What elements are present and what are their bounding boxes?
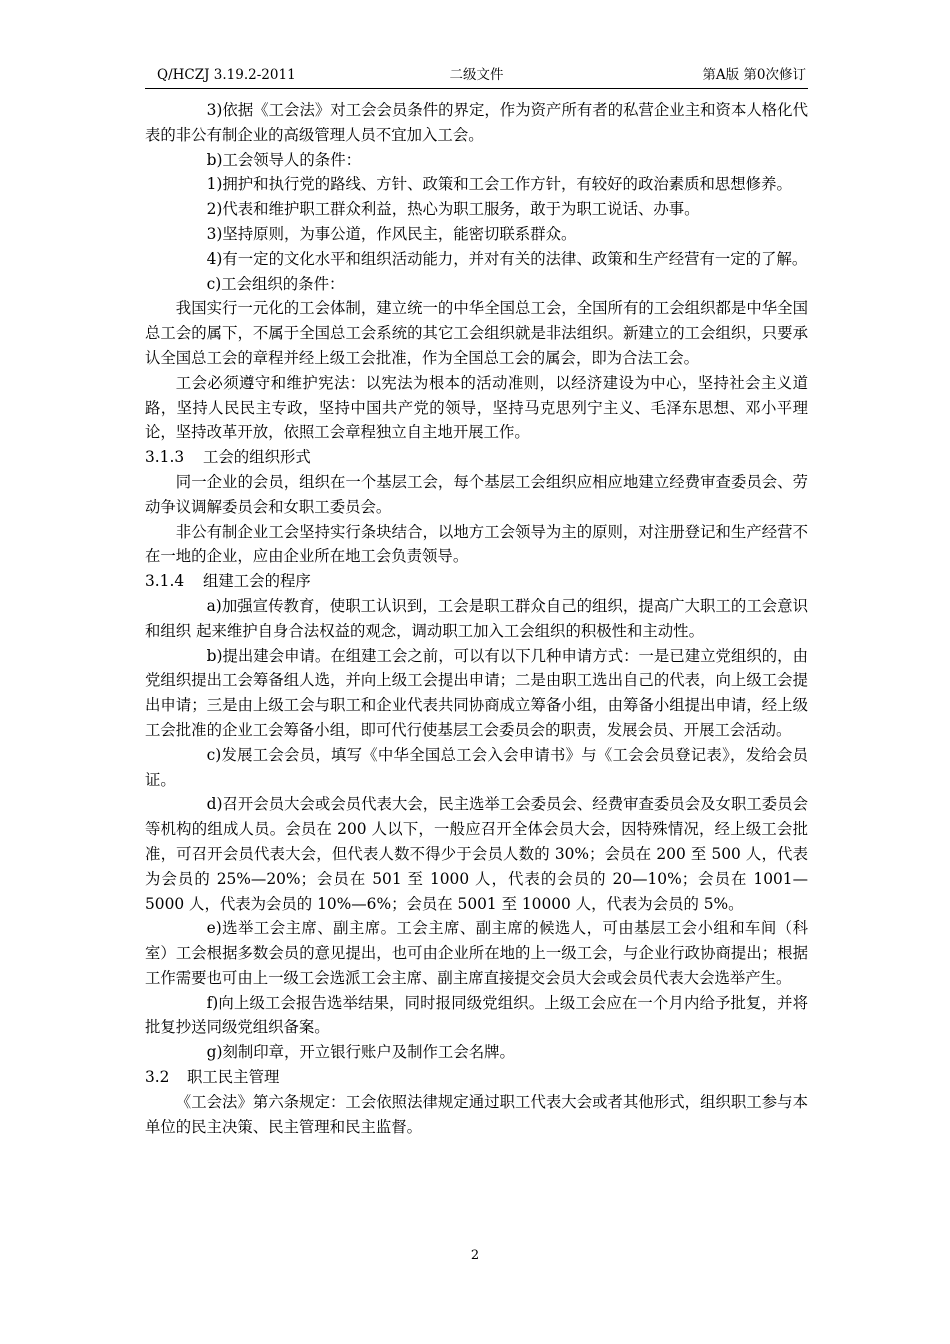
- list-item: 3)坚持原则，为事公道，作风民主，能密切联系群众。: [206, 224, 577, 243]
- body-paragraph: 非公有制企业工会坚持实行条块结合，以地方工会领导为主的原则，对注册登记和生产经营不在一地的企业，应由企业所在地工会负责领导。: [145, 522, 808, 566]
- body-paragraph: 同一企业的会员，组织在一个基层工会，每个基层工会组织应相应地建立经费审查委员会、劳动争议调解委员会和女职工委员会。: [145, 472, 808, 516]
- list-item: d)召开会员大会或会员代表大会，民主选举工会委员会、经费审查委员会及女职工委员会等机构的组成人员。会员在 200 人以下，一般应召开全体会员大会，因特殊情况，经上级工会批准，可召开会员代表大会，但代表人数不得少于会员人数的 30%；会员在 200 至 500 人，代表为会员的 25%—20%；会员在 501 至 1000 人，代表的会员的 20—10%；会员在 1001—5000 人，代表为会员的 10%—6%；会员在 5001 至 10000 人，代表为会员的 5%。: [145, 795, 808, 913]
- document-version: 第A版 第0次修订: [702, 67, 806, 83]
- document-level: 二级文件: [449, 67, 504, 83]
- list-item: 2)代表和维护职工群众利益，热心为职工服务，敢于为职工说话、办事。: [206, 200, 700, 219]
- list-item: 3)依据《工会法》对工会会员条件的界定，作为资产所有者的私营企业主和资本人格化代表的非公有制企业的高级管理人员不宜加入工会。: [145, 101, 808, 144]
- list-item: b)提出建会申请。在组建工会之前，可以有以下几种申请方式：一是已建立党组织的，由党组织提出工会筹备组人选，并向上级工会提出申请；二是由职工选出自己的代表，向上级工会提出申请；三是由上级工会与职工和企业代表共同协商成立筹备小组，由筹备小组提出申请，经上级工会批准的企业工会筹备小组，即可代行使基层工会委员会的职责，发展会员、开展工会活动。: [145, 646, 808, 739]
- list-item: e)选举工会主席、副主席。工会主席、副主席的候选人，可由基层工会小组和车间（科室）工会根据多数会员的意见提出，也可由企业所在地的上一级工会，与企业行政协商提出；根据工作需要也可由上一级工会选派工会主席、副主席直接提交会员大会或会员代表大会选举产生。: [145, 919, 808, 987]
- page-number: 2: [470, 1248, 480, 1263]
- list-item: c)发展工会会员，填写《中华全国总工会入会申请书》与《工会会员登记表》，发给会员证。: [145, 745, 808, 789]
- body-paragraph: 工会必须遵守和维护宪法：以宪法为根本的活动准则，以经济建设为中心，坚持社会主义道路，坚持人民民主专政，坚持中国共产党的领导，坚持马克思列宁主义、毛泽东思想、邓小平理论，坚持改革开放，依照工会章程独立自主地开展工作。: [145, 373, 808, 442]
- page-header: [145, 62, 808, 89]
- list-item: 4)有一定的文化水平和组织活动能力，并对有关的法律、政策和生产经营有一定的了解。: [206, 249, 808, 268]
- body-paragraph: 《工会法》第六条规定：工会依照法律规定通过职工代表大会或者其他形式，组织职工参与本单位的民主决策、民主管理和民主监督。: [145, 1092, 808, 1136]
- list-item: a)加强宣传教育，使职工认识到，工会是职工群众自己的组织，提高广大职工的工会意识和组织 起来维护自身合法权益的观念，调动职工加入工会组织的积极性和主动性。: [145, 596, 808, 640]
- document-body: [145, 98, 808, 1139]
- section-heading-3-1-3: 3.1.3 工会的组织形式: [145, 448, 311, 467]
- list-item: c)工会组织的条件：: [206, 274, 345, 293]
- list-item: g)刻制印章，开立银行账户及制作工会名牌。: [206, 1043, 515, 1062]
- section-heading-3-1-4: 3.1.4 组建工会的程序: [145, 572, 311, 591]
- list-item: b)工会领导人的条件：: [206, 150, 361, 169]
- list-item: 1)拥护和执行党的路线、方针、政策和工会工作方针，有较好的政治素质和思想修养。: [206, 175, 792, 194]
- list-item: f)向上级工会报告选举结果，同时报同级党组织。上级工会应在一个月内给予批复，并将批复抄送同级党组织备案。: [145, 993, 808, 1037]
- body-paragraph: 我国实行一元化的工会体制，建立统一的中华全国总工会，全国所有的工会组织都是中华全国总工会的属下，不属于全国总工会系统的其它工会组织就是非法组织。新建立的工会组织，只要承认全国总工会的章程并经上级工会批准，作为全国总工会的属会，即为合法工会。: [145, 299, 808, 367]
- document-code: Q/HCZJ 3.19.2-2011: [157, 67, 296, 83]
- section-heading-3-2: 3.2 职工民主管理: [145, 1068, 280, 1087]
